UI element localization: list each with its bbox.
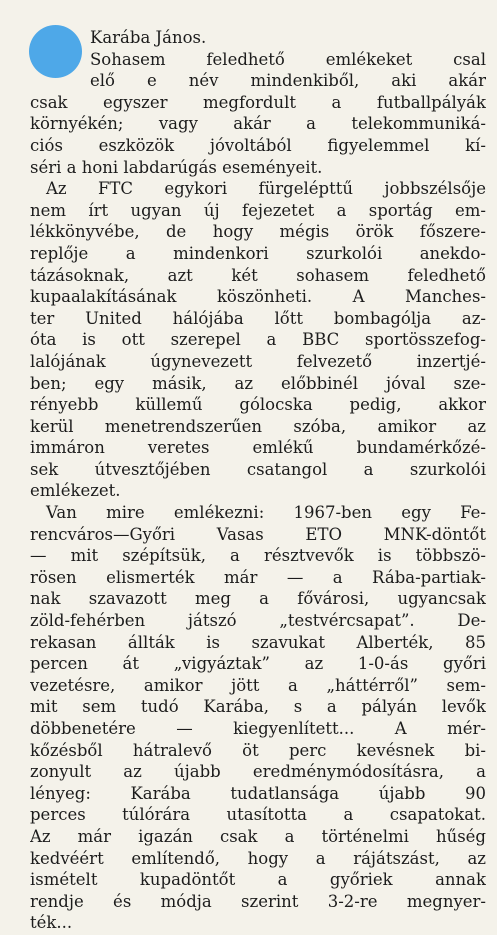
article-line: rényebb küllemű gólocska pedig, akkor: [30, 395, 486, 415]
article-line: lalójának úgynevezett felvezető inzertjé-: [30, 351, 486, 371]
article-line: replője a mindenkori szurkolói anekdo-: [30, 243, 486, 263]
article-line: vezetésre, amikor jött a „háttérről” sem-: [30, 675, 486, 695]
article-line: Sohasem feledhető emlékeket csal: [90, 49, 486, 69]
article-line: Van mire emlékezni: 1967-ben egy Fe-: [46, 503, 486, 523]
article-line: kerül menetrendszerűen szóba, amikor az: [30, 416, 486, 436]
article-line: nem írt ugyan új fejezetet a sportág em-: [30, 200, 486, 220]
article-line: kedvéért említendő, hogy a rájátszást, az: [30, 848, 486, 868]
article-line: nak szavazott meg a fővárosi, ugyancsak: [30, 589, 486, 609]
article-line: elő e név mindenkiből, aki akár: [90, 71, 486, 91]
article-line: ben; egy másik, az előbbinél jóval sze-: [30, 373, 486, 393]
article-line: ték...: [30, 913, 73, 933]
article-line: immáron veretes emlékű bundamérkőzé-: [30, 438, 486, 458]
article-line: rendje és módja szerint 3-2-re megnyer-: [30, 891, 486, 911]
article-line: perces túlórára utasította a csapatokat.: [30, 805, 486, 825]
article-line: zonyult az újabb eredménymódosításra, a: [30, 762, 486, 782]
article-line: rekasan állták is szavukat Alberték, 85: [30, 632, 486, 652]
article-line: rösen elismerték már — a Rába-partiak-: [30, 567, 486, 587]
article-line: sek útvesztőjében csatangol a szurkolói: [30, 459, 486, 479]
article-line: lékkönyvébe, de hogy mégis örök főszere-: [30, 222, 486, 242]
article-line: környékén; vagy akár a telekommuniká-: [30, 114, 486, 134]
article-line: zöld-fehérben játszó „testvércsapat”. De-: [30, 611, 486, 631]
article-line: Az már igazán csak a történelmi hűség: [30, 826, 486, 846]
article-line: ter United hálójába lőtt bombagólja az-: [30, 308, 486, 328]
author-line: Karába János.: [90, 28, 207, 47]
article-line: séri a honi labdarúgás eseményeit.: [30, 157, 323, 177]
article-line: döbbenetére — kiegyenlített... A mér-: [30, 719, 486, 738]
article-column: [30, 27, 486, 934]
article-line: ismételt kupadöntőt a győriek annak: [30, 870, 486, 890]
article-line: — mit szépítsük, a résztvevők is többszö-: [30, 546, 486, 566]
article-line: tázásoknak, azt két sohasem feledhető: [30, 265, 486, 285]
article-line: rencváros—Győri Vasas ETO MNK-döntőt: [30, 524, 486, 544]
article-line: percen át „vigyáztak” az 1-0-ás győri: [30, 654, 486, 674]
article-line: csak egyszer megfordult a futballpályák: [30, 92, 486, 112]
article-line: ciós eszközök jóvoltából figyelemmel kí-: [30, 135, 486, 155]
article-line: Az FTC egykori fürgelépttű jobbszélsője: [46, 179, 486, 199]
article-line: emlékezet.: [30, 481, 121, 501]
article-line: kupaalakításának köszönheti. A Manches-: [30, 287, 486, 307]
article-line: óta is ott szerepel a BBC sportösszefog-: [30, 330, 486, 350]
article-line: lényeg: Karába tudatlansága újabb 90: [30, 783, 486, 803]
article-line: kőzésből hátralevő öt perc kevésnek bi-: [30, 740, 486, 760]
article-line: mit sem tudó Karába, s a pályán levők: [30, 697, 486, 717]
